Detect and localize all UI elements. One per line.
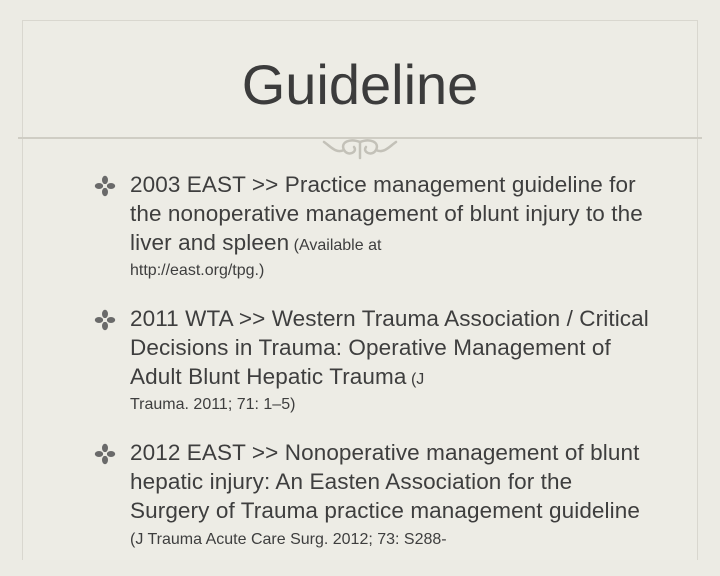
item-text: 2011 WTA >> Western Trauma Association / Critical Decisions in Trauma: Operative Management of Adult Blunt Hepatic Trauma (130, 306, 649, 389)
bullet-list (94, 170, 654, 576)
item-text: 2012 EAST >> Nonoperative management of blunt hepatic injury: An Easten Association for the Surgery of Trauma practice management guideline (130, 440, 640, 523)
list-item (94, 170, 654, 282)
diamond-fleuron-icon (94, 175, 116, 197)
item-citation: (J (410, 371, 425, 388)
slide-title: Guideline (241, 53, 479, 116)
item-citation: (J Trauma Acute Care Surg. 2012; 73: S288- (130, 531, 447, 548)
list-item (94, 304, 654, 416)
item-citation-continued: http://east.org/tpg.) (130, 262, 265, 279)
diamond-fleuron-icon (94, 443, 116, 465)
item-text: 2003 EAST >> Practice management guideline for the nonoperative management of blunt injury to the liver and spleen (130, 172, 643, 255)
item-citation-continued: Trauma. 2011; 71: 1–5) (130, 396, 296, 413)
diamond-fleuron-icon (94, 309, 116, 331)
item-citation: (Available at (293, 237, 382, 254)
title-divider-ornament-icon (18, 128, 702, 164)
list-item (94, 438, 654, 554)
